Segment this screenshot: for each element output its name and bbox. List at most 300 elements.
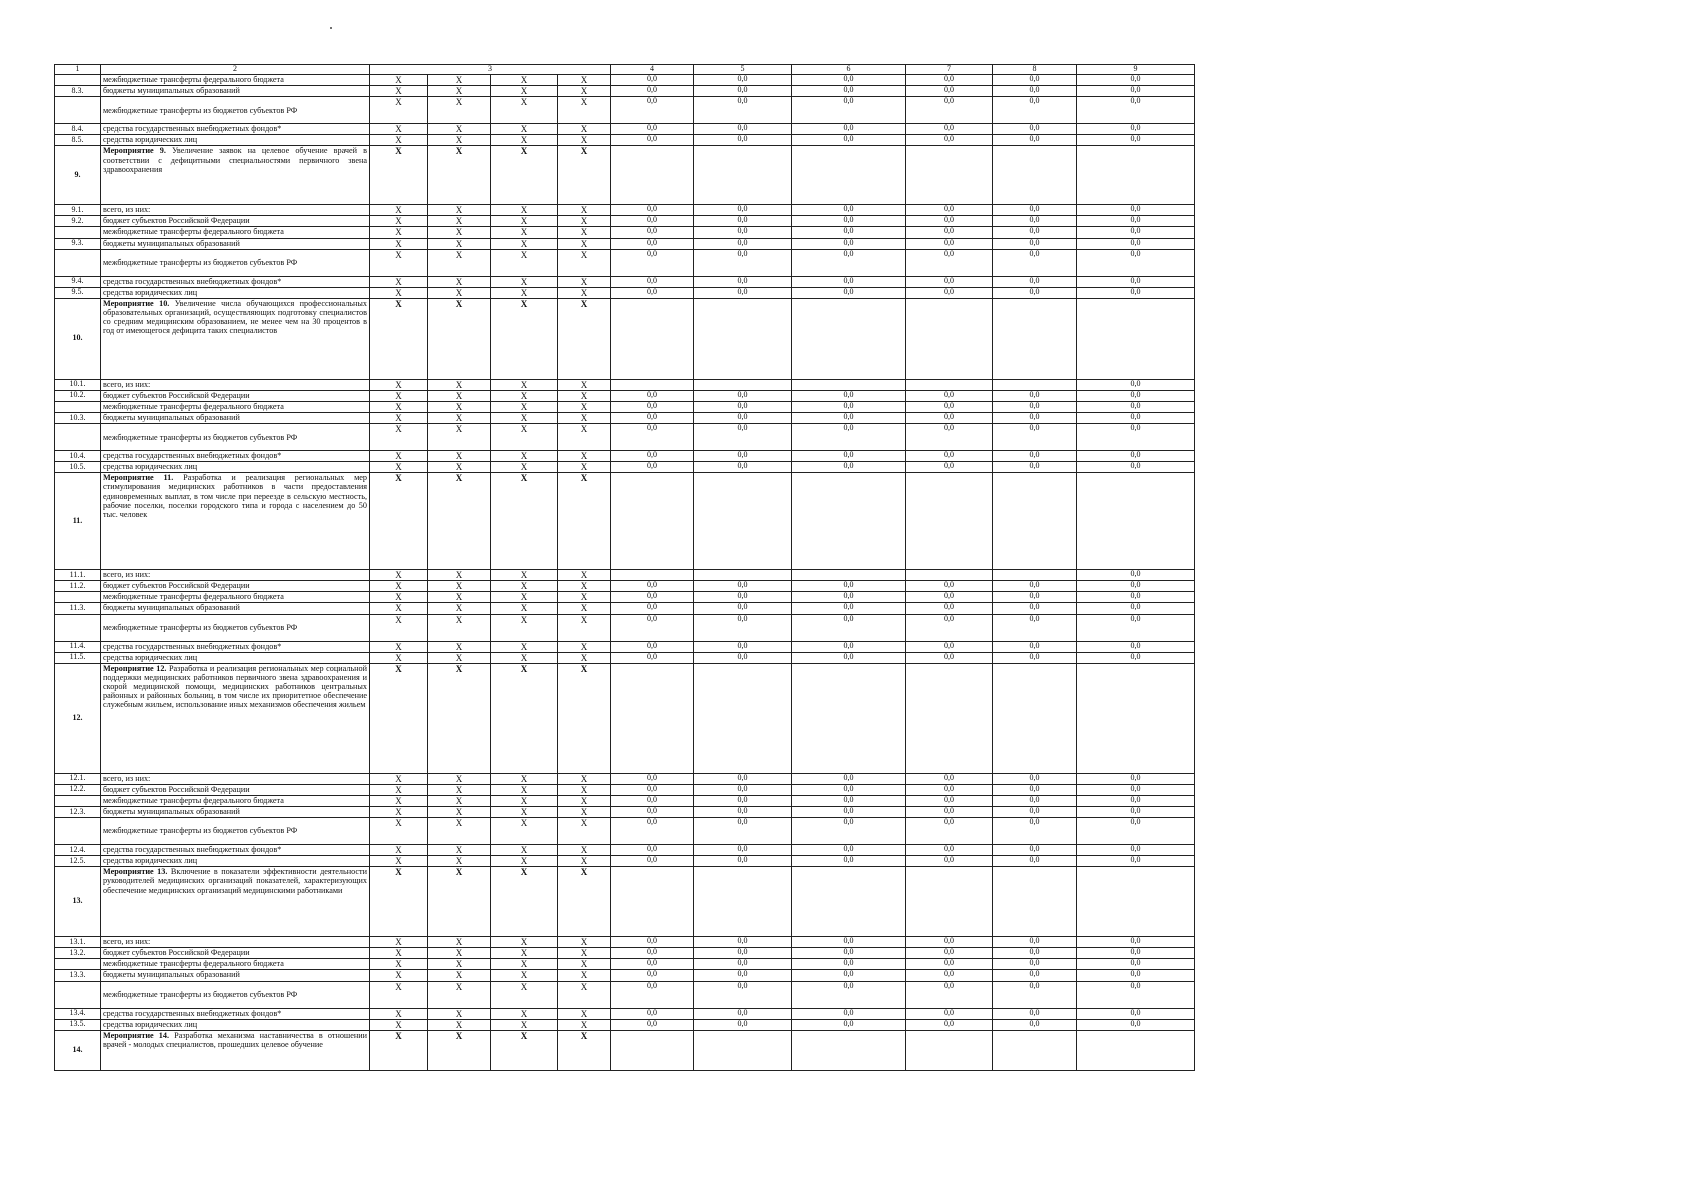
value-cell: 0,0: [1077, 614, 1195, 641]
x-mark: X: [428, 856, 491, 867]
value-cell: 0,0: [694, 806, 792, 817]
value-cell: 0,0: [694, 86, 792, 97]
row-number: 11.4.: [55, 641, 101, 652]
value-cell: 0,0: [906, 86, 993, 97]
value-cell: 0,0: [694, 287, 792, 298]
value-cell: 0,0: [993, 845, 1077, 856]
table-row: [55, 424, 1195, 451]
x-mark: X: [491, 663, 558, 773]
row-number: 11.2.: [55, 581, 101, 592]
header-cell: 4: [611, 65, 694, 75]
value-cell: 0,0: [906, 249, 993, 276]
x-mark: X: [558, 970, 611, 981]
row-label: межбюджетные трансферты федерального бюджета: [101, 592, 370, 603]
table-row: [55, 75, 1195, 86]
x-mark: X: [491, 124, 558, 135]
x-mark: X: [491, 75, 558, 86]
value-cell: 0,0: [993, 249, 1077, 276]
row-label: средства юридических лиц: [101, 287, 370, 298]
x-mark: X: [491, 1030, 558, 1070]
value-cell: 0,0: [694, 970, 792, 981]
table-row: [55, 249, 1195, 276]
value-cell: 0,0: [1077, 424, 1195, 451]
x-mark: X: [491, 806, 558, 817]
value-cell: [906, 570, 993, 581]
value-cell: 0,0: [694, 413, 792, 424]
x-mark: X: [370, 298, 428, 379]
value-cell: 0,0: [1077, 135, 1195, 146]
value-cell: 0,0: [1077, 856, 1195, 867]
value-cell: 0,0: [792, 401, 906, 412]
x-mark: X: [370, 663, 428, 773]
x-mark: X: [370, 581, 428, 592]
value-cell: 0,0: [993, 581, 1077, 592]
x-mark: X: [428, 287, 491, 298]
table-row: [55, 641, 1195, 652]
row-number: 11.3.: [55, 603, 101, 614]
value-cell: [792, 146, 906, 205]
value-cell: 0,0: [611, 1008, 694, 1019]
value-cell: 0,0: [611, 806, 694, 817]
value-cell: 0,0: [611, 970, 694, 981]
value-cell: 0,0: [906, 603, 993, 614]
value-cell: 0,0: [611, 948, 694, 959]
value-cell: 0,0: [694, 216, 792, 227]
x-mark: X: [428, 473, 491, 570]
x-mark: X: [428, 784, 491, 795]
value-cell: 0,0: [611, 959, 694, 970]
value-cell: 0,0: [611, 401, 694, 412]
value-cell: 0,0: [792, 249, 906, 276]
value-cell: 0,0: [906, 135, 993, 146]
value-cell: [694, 473, 792, 570]
row-label: бюджеты муниципальных образований: [101, 970, 370, 981]
x-mark: X: [428, 401, 491, 412]
value-cell: 0,0: [993, 227, 1077, 238]
table-body: [55, 65, 1195, 1071]
table-row: [55, 981, 1195, 1008]
value-cell: 0,0: [611, 784, 694, 795]
event-row: [55, 146, 1195, 205]
x-mark: X: [558, 227, 611, 238]
value-cell: 0,0: [1077, 795, 1195, 806]
event-text: Включение в показатели эффективности деятельности руководителей медицинских организаций показателей, характеризующих обеспечение медицинских организаций медицинскими работниками: [103, 867, 367, 895]
x-mark: X: [428, 298, 491, 379]
x-mark: X: [428, 379, 491, 390]
row-number: 10.3.: [55, 413, 101, 424]
x-mark: X: [370, 390, 428, 401]
value-cell: 0,0: [906, 287, 993, 298]
value-cell: 0,0: [906, 970, 993, 981]
x-mark: X: [370, 959, 428, 970]
event-text: Разработка и реализация региональных мер социальной поддержки медицинских работников первичного звена здравоохранения и скорой медицинской помощи, медицинских работников центральных районных и районных больниц, в том числе их приоритетное обеспечение служебным жильем, использование иных механизмов обеспечения жильем: [103, 663, 367, 710]
x-mark: X: [558, 784, 611, 795]
value-cell: 0,0: [906, 276, 993, 287]
x-mark: X: [428, 867, 491, 937]
value-cell: 0,0: [792, 205, 906, 216]
x-mark: X: [370, 75, 428, 86]
value-cell: 0,0: [792, 390, 906, 401]
value-cell: 0,0: [792, 124, 906, 135]
value-cell: 0,0: [906, 390, 993, 401]
x-mark: X: [491, 216, 558, 227]
row-number: [55, 592, 101, 603]
value-cell: 0,0: [906, 451, 993, 462]
value-cell: [993, 379, 1077, 390]
value-cell: 0,0: [906, 424, 993, 451]
event-description: [101, 298, 370, 379]
value-cell: [694, 298, 792, 379]
value-cell: 0,0: [611, 773, 694, 784]
page-dot: [330, 27, 332, 29]
value-cell: 0,0: [906, 981, 993, 1008]
x-mark: X: [370, 287, 428, 298]
value-cell: 0,0: [993, 216, 1077, 227]
x-mark: X: [370, 970, 428, 981]
x-mark: X: [491, 1008, 558, 1019]
value-cell: 0,0: [694, 592, 792, 603]
value-cell: [694, 146, 792, 205]
row-number: 13.2.: [55, 948, 101, 959]
row-number: 13.3.: [55, 970, 101, 981]
value-cell: 0,0: [792, 238, 906, 249]
value-cell: 0,0: [1077, 981, 1195, 1008]
x-mark: X: [558, 287, 611, 298]
row-number: [55, 818, 101, 845]
x-mark: X: [428, 581, 491, 592]
value-cell: 0,0: [993, 135, 1077, 146]
table-row: [55, 216, 1195, 227]
x-mark: X: [558, 641, 611, 652]
value-cell: 0,0: [611, 937, 694, 948]
value-cell: 0,0: [694, 773, 792, 784]
value-cell: 0,0: [1077, 86, 1195, 97]
table-row: [55, 592, 1195, 603]
value-cell: 0,0: [993, 97, 1077, 124]
x-mark: X: [428, 413, 491, 424]
value-cell: [611, 570, 694, 581]
x-mark: X: [558, 451, 611, 462]
value-cell: 0,0: [906, 592, 993, 603]
value-cell: 0,0: [611, 981, 694, 1008]
value-cell: 0,0: [906, 581, 993, 592]
value-cell: 0,0: [694, 937, 792, 948]
x-mark: X: [428, 570, 491, 581]
row-number: [55, 424, 101, 451]
value-cell: 0,0: [694, 641, 792, 652]
x-mark: X: [558, 146, 611, 205]
row-label: бюджет субъектов Российской Федерации: [101, 390, 370, 401]
x-mark: X: [491, 641, 558, 652]
x-mark: X: [428, 462, 491, 473]
value-cell: 0,0: [1077, 390, 1195, 401]
value-cell: 0,0: [694, 135, 792, 146]
value-cell: [993, 663, 1077, 773]
x-mark: X: [428, 663, 491, 773]
value-cell: 0,0: [1077, 845, 1195, 856]
x-mark: X: [428, 806, 491, 817]
x-mark: X: [370, 773, 428, 784]
value-cell: 0,0: [611, 592, 694, 603]
row-number: 13.: [55, 867, 101, 937]
row-number: 8.4.: [55, 124, 101, 135]
x-mark: X: [428, 937, 491, 948]
table-row: [55, 379, 1195, 390]
x-mark: X: [370, 238, 428, 249]
value-cell: [1077, 146, 1195, 205]
x-mark: X: [370, 216, 428, 227]
row-label: средства государственных внебюджетных фондов*: [101, 451, 370, 462]
value-cell: 0,0: [993, 276, 1077, 287]
value-cell: 0,0: [1077, 603, 1195, 614]
x-mark: X: [428, 205, 491, 216]
x-mark: X: [558, 413, 611, 424]
row-label: всего, из них:: [101, 205, 370, 216]
x-mark: X: [428, 124, 491, 135]
value-cell: 0,0: [611, 845, 694, 856]
event-row: [55, 298, 1195, 379]
value-cell: 0,0: [1077, 1019, 1195, 1030]
value-cell: [694, 570, 792, 581]
x-mark: X: [491, 795, 558, 806]
x-mark: X: [428, 238, 491, 249]
value-cell: 0,0: [694, 390, 792, 401]
x-mark: X: [370, 249, 428, 276]
value-cell: 0,0: [792, 603, 906, 614]
value-cell: 0,0: [792, 948, 906, 959]
row-number: 10.2.: [55, 390, 101, 401]
x-mark: X: [428, 845, 491, 856]
value-cell: 0,0: [906, 784, 993, 795]
value-cell: 0,0: [993, 773, 1077, 784]
row-label: бюджеты муниципальных образований: [101, 86, 370, 97]
value-cell: 0,0: [792, 806, 906, 817]
x-mark: X: [370, 124, 428, 135]
x-mark: X: [370, 641, 428, 652]
value-cell: [906, 379, 993, 390]
x-mark: X: [558, 216, 611, 227]
value-cell: 0,0: [1077, 570, 1195, 581]
x-mark: X: [370, 652, 428, 663]
table-row: [55, 1019, 1195, 1030]
value-cell: 0,0: [1077, 413, 1195, 424]
x-mark: X: [428, 1008, 491, 1019]
x-mark: X: [370, 205, 428, 216]
x-mark: X: [428, 86, 491, 97]
value-cell: 0,0: [611, 75, 694, 86]
row-number: [55, 227, 101, 238]
value-cell: 0,0: [906, 773, 993, 784]
value-cell: 0,0: [792, 424, 906, 451]
value-cell: 0,0: [792, 981, 906, 1008]
x-mark: X: [428, 641, 491, 652]
row-number: 10.: [55, 298, 101, 379]
event-title: Мероприятие 13.: [103, 867, 168, 877]
value-cell: 0,0: [792, 75, 906, 86]
x-mark: X: [558, 276, 611, 287]
value-cell: 0,0: [993, 1019, 1077, 1030]
x-mark: X: [558, 249, 611, 276]
x-mark: X: [558, 806, 611, 817]
value-cell: 0,0: [792, 970, 906, 981]
x-mark: X: [558, 937, 611, 948]
row-number: 12.2.: [55, 784, 101, 795]
value-cell: 0,0: [906, 462, 993, 473]
x-mark: X: [491, 773, 558, 784]
header-cell: 6: [792, 65, 906, 75]
event-text: Разработка механизма наставничества в отношении врачей - молодых специалистов, прошедших целевое обучение: [103, 1030, 367, 1049]
x-mark: X: [558, 845, 611, 856]
row-number: 9.4.: [55, 276, 101, 287]
x-mark: X: [428, 981, 491, 1008]
value-cell: [993, 570, 1077, 581]
table-row: [55, 970, 1195, 981]
x-mark: X: [370, 818, 428, 845]
value-cell: [792, 867, 906, 937]
x-mark: X: [558, 856, 611, 867]
x-mark: X: [370, 86, 428, 97]
row-label: средства государственных внебюджетных фондов*: [101, 641, 370, 652]
row-number: 14.: [55, 1030, 101, 1070]
value-cell: 0,0: [792, 641, 906, 652]
value-cell: [906, 663, 993, 773]
value-cell: 0,0: [1077, 641, 1195, 652]
value-cell: 0,0: [1077, 948, 1195, 959]
value-cell: 0,0: [694, 276, 792, 287]
value-cell: [993, 146, 1077, 205]
row-number: [55, 249, 101, 276]
row-number: 8.3.: [55, 86, 101, 97]
value-cell: [792, 473, 906, 570]
value-cell: 0,0: [906, 401, 993, 412]
table-row: [55, 614, 1195, 641]
row-number: 8.5.: [55, 135, 101, 146]
value-cell: 0,0: [611, 227, 694, 238]
x-mark: X: [491, 592, 558, 603]
value-cell: [611, 146, 694, 205]
value-cell: 0,0: [906, 948, 993, 959]
value-cell: 0,0: [611, 287, 694, 298]
value-cell: [1077, 867, 1195, 937]
value-cell: 0,0: [694, 614, 792, 641]
x-mark: X: [491, 937, 558, 948]
row-number: 9.1.: [55, 205, 101, 216]
x-mark: X: [428, 795, 491, 806]
value-cell: 0,0: [906, 97, 993, 124]
value-cell: [906, 146, 993, 205]
value-cell: 0,0: [993, 462, 1077, 473]
value-cell: 0,0: [1077, 249, 1195, 276]
value-cell: [611, 379, 694, 390]
value-cell: 0,0: [694, 603, 792, 614]
value-cell: 0,0: [1077, 773, 1195, 784]
x-mark: X: [558, 97, 611, 124]
table-row: [55, 401, 1195, 412]
header-cell: 3: [370, 65, 611, 75]
value-cell: 0,0: [906, 205, 993, 216]
event-title: Мероприятие 9.: [103, 146, 166, 156]
value-cell: [993, 1030, 1077, 1070]
value-cell: 0,0: [792, 1019, 906, 1030]
value-cell: 0,0: [611, 86, 694, 97]
x-mark: X: [491, 473, 558, 570]
value-cell: 0,0: [993, 424, 1077, 451]
row-number: 11.: [55, 473, 101, 570]
value-cell: 0,0: [792, 845, 906, 856]
value-cell: 0,0: [611, 614, 694, 641]
x-mark: X: [370, 424, 428, 451]
x-mark: X: [558, 981, 611, 1008]
x-mark: X: [558, 652, 611, 663]
value-cell: [906, 867, 993, 937]
x-mark: X: [558, 390, 611, 401]
row-label: средства государственных внебюджетных фондов*: [101, 276, 370, 287]
table-row: [55, 959, 1195, 970]
value-cell: 0,0: [694, 981, 792, 1008]
value-cell: 0,0: [694, 948, 792, 959]
value-cell: [611, 663, 694, 773]
table-row: [55, 227, 1195, 238]
row-label: межбюджетные трансферты федерального бюджета: [101, 75, 370, 86]
row-number: 13.1.: [55, 937, 101, 948]
row-label: бюджеты муниципальных образований: [101, 603, 370, 614]
row-label: всего, из них:: [101, 570, 370, 581]
x-mark: X: [558, 124, 611, 135]
value-cell: 0,0: [694, 451, 792, 462]
value-cell: 0,0: [611, 97, 694, 124]
value-cell: 0,0: [611, 216, 694, 227]
table-row: [55, 845, 1195, 856]
value-cell: 0,0: [1077, 652, 1195, 663]
table-row: [55, 856, 1195, 867]
row-label: бюджет субъектов Российской Федерации: [101, 948, 370, 959]
value-cell: 0,0: [694, 124, 792, 135]
value-cell: 0,0: [993, 959, 1077, 970]
value-cell: 0,0: [993, 970, 1077, 981]
x-mark: X: [428, 948, 491, 959]
x-mark: X: [491, 981, 558, 1008]
event-row: [55, 473, 1195, 570]
value-cell: 0,0: [906, 795, 993, 806]
x-mark: X: [491, 818, 558, 845]
table-row: [55, 276, 1195, 287]
x-mark: X: [558, 570, 611, 581]
row-label: межбюджетные трансферты из бюджетов субъектов РФ: [101, 818, 370, 845]
row-label: средства государственных внебюджетных фондов*: [101, 124, 370, 135]
value-cell: 0,0: [1077, 1008, 1195, 1019]
row-number: 12.4.: [55, 845, 101, 856]
row-number: 10.5.: [55, 462, 101, 473]
x-mark: X: [370, 614, 428, 641]
value-cell: 0,0: [694, 959, 792, 970]
table-row: [55, 581, 1195, 592]
value-cell: 0,0: [792, 1008, 906, 1019]
value-cell: 0,0: [792, 216, 906, 227]
x-mark: X: [491, 401, 558, 412]
value-cell: 0,0: [694, 845, 792, 856]
value-cell: 0,0: [1077, 216, 1195, 227]
x-mark: X: [558, 948, 611, 959]
row-label: средства государственных внебюджетных фондов*: [101, 1008, 370, 1019]
value-cell: [792, 298, 906, 379]
x-mark: X: [428, 135, 491, 146]
header-cell: 5: [694, 65, 792, 75]
x-mark: X: [491, 287, 558, 298]
value-cell: 0,0: [611, 205, 694, 216]
value-cell: 0,0: [993, 818, 1077, 845]
value-cell: 0,0: [1077, 581, 1195, 592]
x-mark: X: [558, 1030, 611, 1070]
